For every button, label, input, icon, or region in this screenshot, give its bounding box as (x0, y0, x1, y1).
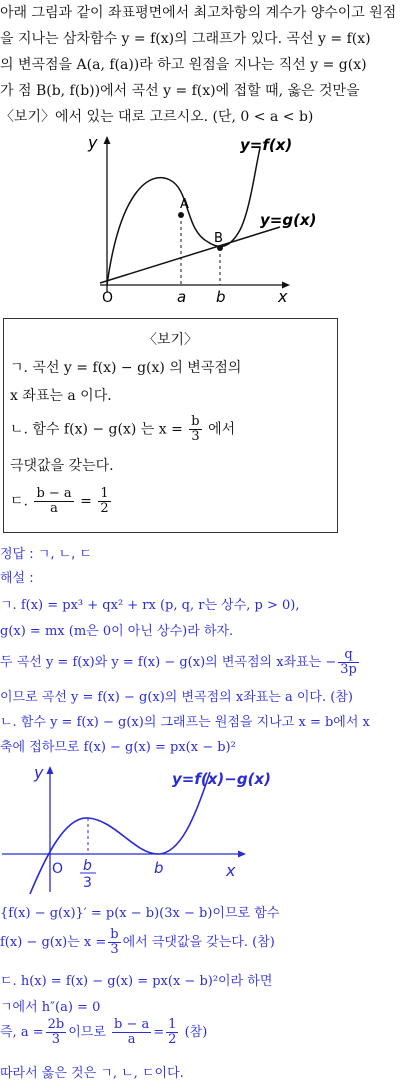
frac-num: b (191, 414, 200, 429)
box-item-3-rfrac (98, 487, 110, 516)
tick-b-label: b (216, 288, 226, 306)
solution-line-3-pre: 두 곡선 y = f(x)와 y = f(x) − g(x)의 변곡점의 x좌표는 − (0, 655, 337, 670)
solution-line-11-frac-b (112, 1018, 151, 1047)
solution-line-1: ㄱ. f(x) = px³ + qx² + rx (p, q, r는 상수, p > 0), (0, 598, 300, 613)
curve-label: y=f(x)−g(x) (172, 770, 271, 788)
frac-num: 1 (100, 486, 109, 501)
box-item-1a: ㄱ. 곡선 y = f(x) − g(x) 의 변곡점의 (10, 360, 242, 376)
answer-line: 정답 : ㄱ, ㄴ, ㄷ (0, 547, 92, 562)
example-box (3, 318, 338, 533)
box-item-1b: x 좌표는 a 이다. (10, 388, 112, 404)
solution-line-5: ㄴ. 함수 y = f(x) − g(x)의 그래프는 원점을 지나고 x = b에서 x (0, 715, 370, 730)
frac-num: q (338, 648, 359, 663)
frac-num: b − a (36, 486, 72, 501)
box-item-3-eq: = (80, 493, 92, 510)
solution-line-10: ㄱ에서 h″(a) = 0 (0, 1000, 101, 1015)
tick-a-label: a (177, 288, 187, 306)
y-axis-arrow (104, 136, 111, 144)
frac-num: 2b (47, 1017, 65, 1032)
solution-line-4: 이므로 곡선 y = f(x) − g(x)의 변곡점의 x좌표는 a 이다. (참) (0, 690, 353, 705)
frac-den: 3 (51, 1032, 61, 1047)
solution-line-2: g(x) = mx (m은 0이 아닌 상수)라 하자. (0, 624, 234, 639)
solution-line-11-eq: = (153, 1025, 165, 1040)
box-item-2a-frac (189, 415, 201, 444)
frac-num: b − a (114, 1017, 150, 1032)
f-curve-label: y=f(x) (240, 136, 293, 154)
graph-f-minus-g (0, 758, 300, 898)
y-axis-arrow (47, 766, 54, 774)
solution-line-11-frac-c (166, 1018, 178, 1047)
tick-b3-den: 3 (83, 875, 92, 891)
x-axis-label: x (278, 287, 288, 306)
solution-header: 해설 : (0, 571, 34, 586)
solution-line-8-post: 에서 극댓값을 갖는다. (참) (122, 935, 275, 950)
g-line-label: y=g(x) (260, 211, 317, 229)
frac-den: a (127, 1032, 136, 1047)
x-axis-label: x (226, 861, 236, 880)
solution-line-8 (0, 928, 275, 957)
solution-line-11-mid: 이므로 (68, 1025, 106, 1040)
frac-den: 3 (191, 429, 200, 444)
box-item-2a-pre: ㄴ. 함수 f(x) − g(x) 는 x = (10, 421, 183, 438)
box-title: 〈보기〉 (142, 332, 199, 348)
line-g (100, 227, 280, 283)
box-item-2a-post: 에서 (208, 421, 236, 438)
frac-den: 2 (100, 501, 109, 516)
frac-num: b (110, 927, 119, 942)
box-item-2a (10, 415, 235, 444)
solution-line-8-pre: f(x) − g(x)는 x = (0, 935, 107, 950)
x-axis-arrow (238, 851, 246, 858)
solution-line-3 (0, 648, 361, 677)
frac-den: 3p (340, 662, 357, 677)
box-item-3-lfrac (34, 487, 73, 516)
solution-line-7: {f(x) − g(x)}′ = p(x − b)(3x − b)이므로 함수 (0, 906, 280, 921)
tick-b3-num: b (83, 858, 92, 874)
solution-line-12: 따라서 옳은 것은 ㄱ, ㄴ, ㄷ이다. (0, 1066, 184, 1081)
frac-num: 1 (168, 1017, 177, 1032)
solution-line-11-frac-a (46, 1018, 67, 1047)
problem-line-3: 의 변곡점을 A(a, f(a))라 하고 원점을 지나는 직선 y = g(x) (0, 57, 367, 73)
graph-f-and-g (80, 130, 320, 310)
origin-label: O (52, 861, 64, 877)
problem-line-4: 가 점 B(b, f(b))에서 곡선 y = f(x)에 접할 때, 옳은 것만을 (0, 83, 360, 99)
solution-line-9: ㄷ. h(x) = f(x) − g(x) = px(x − b)²이라 하면 (0, 974, 273, 989)
frac-den: 3 (110, 942, 119, 957)
point-a-label: A (180, 197, 189, 212)
point-b-label: B (214, 231, 223, 246)
box-item-2b: 극댓값을 갖는다. (10, 458, 114, 474)
problem-line-1: 아래 그림과 같이 좌표평면에서 최고차항의 계수가 양수이고 원점 (0, 5, 397, 21)
frac-den: a (50, 501, 58, 516)
solution-line-3-frac (338, 648, 359, 677)
solution-line-11 (0, 1018, 207, 1047)
problem-line-2: 을 지나는 삼차함수 y = f(x)의 그래프가 있다. 곡선 y = f(x) (0, 31, 371, 47)
solution-line-11-pre: 즉, a = (0, 1025, 44, 1040)
box-item-3-pre: ㄷ. (10, 493, 28, 510)
origin-label: O (102, 290, 114, 306)
problem-line-5: 〈보기〉에서 있는 대로 고르시오. (단, 0 < a < b) (0, 109, 314, 125)
solution-line-8-frac (108, 928, 120, 957)
tick-b-label: b (154, 859, 164, 877)
solution-line-11-post: (참) (184, 1025, 208, 1040)
solution-line-6: 축에 접하므로 f(x) − g(x) = px(x − b)² (0, 740, 236, 755)
y-axis-label: y (34, 763, 44, 782)
frac-den: 2 (168, 1032, 177, 1047)
y-axis-label: y (88, 133, 98, 152)
box-item-3 (10, 487, 113, 516)
